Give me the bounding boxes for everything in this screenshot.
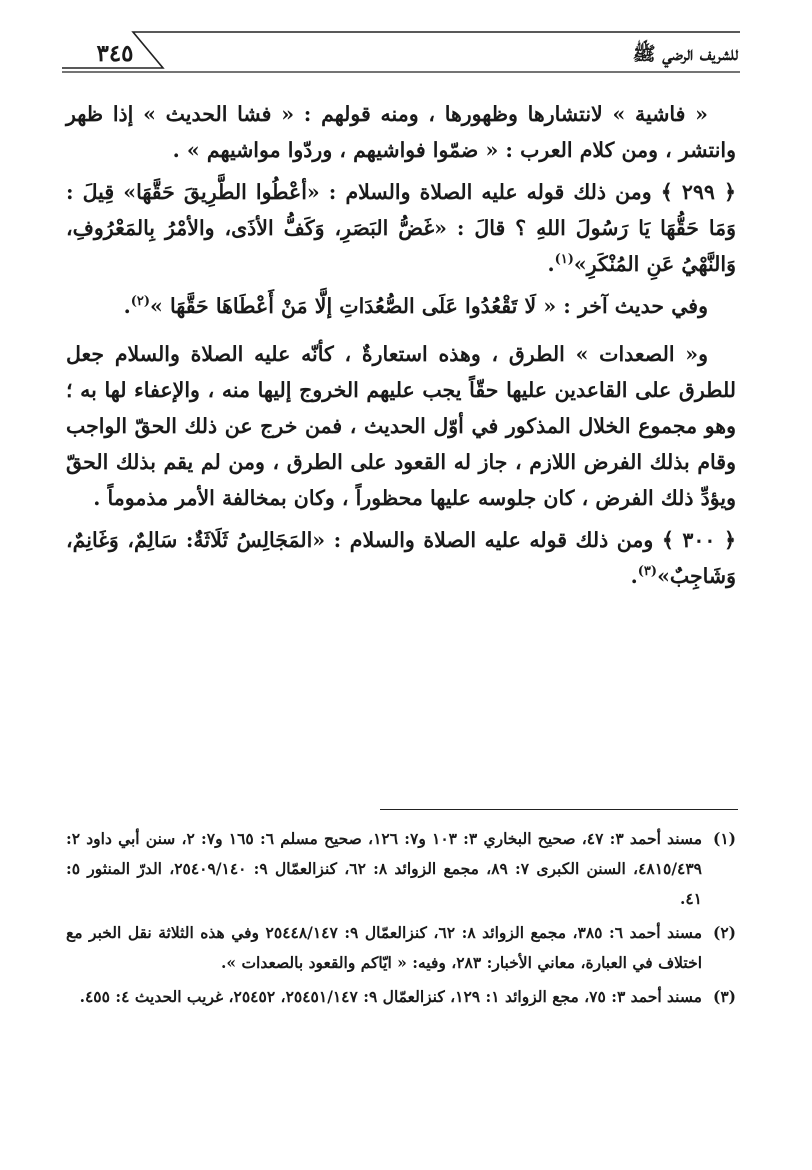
footnote-divider (380, 809, 738, 810)
paragraph-hadith-299: ﴿ ٢٩٩ ﴾ ومن ذلك قوله عليه الصلاة والسلام : «أعْطُوا الطَّرِيقَ حَقَّهَا» قِيلَ : وَمَا حَقُّهَا يَا رَسُولَ اللهِ ؟ قالَ : «غَضُّ البَصَرِ، وَكَفُّ الأذَى، والأمْرُ بِالمَعْرُوفِ، وَالنَّهْيُ عَنِ المُنْكَرِ»$^{(١)}$. (66, 180, 736, 276)
footnote-number: (٢) (712, 923, 736, 942)
hadith-300-text: ومن ذلك قوله عليه الصلاة والسلام : «المَجَالِسُ ثَلَاثَةٌ: سَالِمٌ، وَغَانِمٌ، وَشَاجِبٌ» (66, 528, 736, 588)
page-header (0, 0, 812, 80)
page-number: ٣٤٥ (96, 40, 134, 67)
paragraph-intro: « فاشية » لانتشارها وظهورها ، ومنه قولهم : « فشا الحديث » إذا ظهر وانتشر ، ومن كلام العرب : « ضمّوا فواشيهم ، وردّوا مواشيهم » . (66, 102, 736, 162)
footnote-number: (١) (712, 829, 736, 848)
paragraph-explanation: و« الصعدات » الطرق ، وهذه استعارةٌ ، كأنّه عليه الصلاة والسلام جعل للطرق على القاعدين عليها حقّاً يجب عليهم الخروج إليها منه ، والإعفاء لها به ؛ وهو مجموع الخلال المذكور في أوّل الحديث ، فمن خرج عن ذلك الحقّ الواجب وقام بذلك الفرض اللازم ، جاز له القعود على الطرق ، ومن لم يقم بذلك الحقّ ويؤدِّ ذلك الفرض ، كان جلوسه عليها محظوراً ، وكان بمخالفة الأمر مذموماً . (66, 342, 736, 510)
running-title: للشريف الرضي ﷺ (632, 43, 738, 65)
footnote-3 (66, 982, 736, 1012)
other-hadith-text: وفي حديث آخر : « لَا تَقْعُدُوا عَلَى الصُّعُدَاتِ إلَّا مَنْ أَعْطَاهَا حَقَّهَا » (150, 294, 708, 318)
main-text (66, 96, 736, 600)
footnote-text: مسند أحمد ٣: ٧٥، مجع الزوائد ١: ١٢٩، كنزالعمّال ٩: ٢٥٤٥١/١٤٧، ٢٥٤٥٢، غريب الحديث ٤: ٤٥٥. (79, 987, 702, 1006)
paragraph-hadith-300: ﴿ ٣٠٠ ﴾ ومن ذلك قوله عليه الصلاة والسلام : «المَجَالِسُ ثَلَاثَةٌ: سَالِمٌ، وَغَانِمٌ، وَشَاجِبٌ»$^{(٣)}$. (66, 528, 737, 588)
footnote-ref-1[interactable]: (١) (554, 252, 574, 268)
hadith-299-text: ومن ذلك قوله عليه الصلاة والسلام : «أعْطُوا الطَّرِيقَ حَقَّهَا» قِيلَ : وَمَا حَقُّهَا يَا رَسُولَ اللهِ ؟ قالَ : «غَضُّ البَصَرِ، وَكَفُّ الأذَى، والأمْرُ بِالمَعْرُوفِ، وَالنَّهْيُ عَنِ المُنْكَرِ» (66, 180, 736, 276)
footnotes (66, 824, 736, 1016)
footnote-2 (66, 918, 736, 978)
section-number-300: ﴿ ٣٠٠ ﴾ (661, 528, 737, 552)
footnote-ref-2[interactable]: (٢) (130, 294, 151, 310)
footnote-text: مسند أحمد ٣: ٤٧، صحيح البخاري ٣: ١٠٣ و٧: ١٢٦، صحيح مسلم ٦: ١٦٥ و٧: ٢، سنن أبي داود ٢: ٤٨١٥/٤٣٩، السنن الكبرى ٧: ٨٩، مجمع الزوائد ٨: ٦٢، كنزالعمّال ٩: ٢٥٤٠٩/١٤٠، الدرّ المنثور ٥: ٤١. (66, 829, 703, 908)
footnote-ref-3[interactable]: (٣) (637, 564, 658, 580)
footnote-1 (66, 824, 736, 914)
footnote-text: مسند أحمد ٦: ٣٨٥، مجمع الزوائد ٨: ٦٢، كنزالعمّال ٩: ٢٥٤٤٨/١٤٧ وفي هذه الثلاثة نقل الخبر مع اختلاف في العبارة، معاني الأخبار: ٢٨٣، وفيه: « ايّاكم والقعود بالصعدات ». (66, 923, 703, 972)
paragraph-other-hadith: وفي حديث آخر : « لَا تَقْعُدُوا عَلَى الصُّعُدَاتِ إلَّا مَنْ أَعْطَاهَا حَقَّهَا »$^{(٢)}$. (123, 294, 708, 318)
section-number-299: ﴿ ٢٩٩ ﴾ (660, 180, 736, 204)
footnote-number: (٣) (712, 987, 736, 1006)
